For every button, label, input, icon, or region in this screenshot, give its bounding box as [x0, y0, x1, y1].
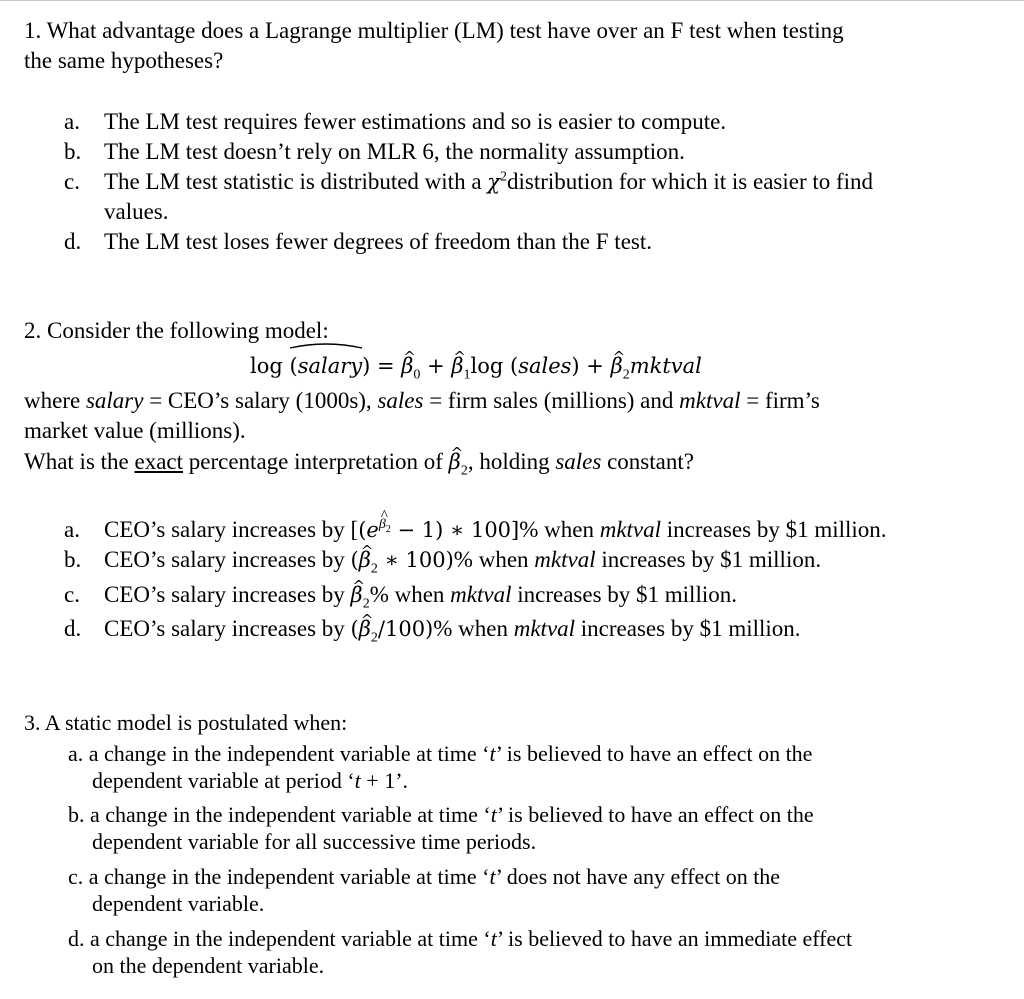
underlined-exact: exact: [134, 449, 184, 474]
subscript: 2: [370, 630, 378, 646]
math-e: e: [366, 518, 379, 542]
text-segment: = firm sales (millions) and: [423, 388, 680, 413]
top-border: [0, 0, 1024, 1]
text-segment: distribution for which it is easier to find: [507, 169, 874, 194]
chi-symbol: χ: [487, 170, 501, 194]
math-mktval: mktval: [629, 354, 702, 378]
paren: (: [503, 354, 519, 378]
plus: +: [579, 354, 611, 378]
var-mktval: mktval: [679, 388, 741, 413]
q2-stem: 2. Consider the following model:: [24, 318, 329, 343]
text-segment: CEO’s salary increases by: [104, 616, 351, 641]
q1-option-c-line2: values.: [104, 199, 169, 224]
beta-hat: ^ β: [451, 351, 463, 381]
var-t: t: [490, 926, 497, 951]
math-log: log: [470, 354, 504, 378]
text-segment: + 1’.: [360, 768, 409, 793]
q1-stem-line1: 1. What advantage does a Lagrange multiplier (LM) test have over an F test when testing: [24, 18, 844, 43]
text-segment: increases by $1 million.: [661, 517, 887, 542]
option-label: a.: [64, 517, 80, 542]
option-text: The LM test requires fewer estimations and so is easier to compute.: [104, 109, 727, 134]
superscript: β2: [378, 517, 391, 536]
subscript: 1: [463, 367, 471, 383]
text-segment: The LM test statistic is distributed with a: [104, 169, 488, 194]
var-mktval: mktval: [534, 547, 596, 572]
text-segment: % when: [453, 547, 535, 572]
math-salary: salary: [297, 354, 363, 378]
paren: ): [362, 354, 371, 378]
q3-option-a-line2: [92, 766, 408, 796]
math-sales: sales: [518, 354, 572, 378]
q2-where-line2: market value (millions).: [24, 418, 246, 443]
q3-option-a-line1: [68, 739, 812, 769]
superscript: 2: [500, 169, 508, 185]
text-segment: CEO’s salary increases by [: [104, 517, 359, 542]
subscript: 2: [385, 524, 391, 536]
q3-option-d-line1: [68, 924, 852, 954]
var-mktval: mktval: [450, 582, 512, 607]
text-segment: percentage interpretation of: [183, 449, 449, 474]
option-label: a.: [64, 109, 80, 134]
var-sales: sales: [377, 388, 424, 413]
paren: ): [571, 354, 580, 378]
math-tail: /100): [377, 617, 434, 641]
q3-option-b-line1: [68, 800, 814, 830]
option-label: d.: [64, 229, 82, 254]
text-segment: % when: [433, 616, 514, 641]
beta-hat: ^ β: [401, 351, 413, 381]
q1-stem-line2: the same hypotheses?: [24, 48, 224, 73]
subscript: 2: [362, 596, 370, 612]
q3-option-b-line2: dependent variable for all successive time periods.: [92, 829, 537, 854]
text-segment: ’ does not have any effect on the: [495, 864, 781, 889]
text-segment: % when: [369, 582, 451, 607]
text-segment: ’ is believed to have an effect on the: [495, 741, 813, 766]
q3-stem: 3. A static model is postulated when:: [24, 710, 348, 735]
beta-hat: ^ β: [611, 351, 623, 381]
var-t: t: [489, 864, 496, 889]
option-text: [104, 580, 737, 610]
text-segment: where: [24, 388, 86, 413]
q3-option-d-line2: on the dependent variable.: [92, 953, 325, 978]
text-segment: , holding: [467, 449, 556, 474]
option-text: [104, 515, 887, 545]
text-segment: = firm’s: [740, 388, 820, 413]
option-text: [104, 545, 821, 575]
option-label: c.: [64, 169, 80, 194]
subscript: 2: [460, 463, 468, 479]
math-log: log: [250, 354, 283, 378]
q2-question: [24, 447, 694, 477]
text-segment: increases by $1 million.: [575, 616, 801, 641]
text-segment: = CEO’s salary (1000s),: [143, 388, 378, 413]
text-segment: d. a change in the independent variable at time ‘: [68, 926, 491, 951]
var-t: t: [354, 768, 361, 793]
text-segment: What is the: [24, 449, 135, 474]
beta-hat: ^ β: [449, 447, 461, 477]
option-text: [104, 614, 801, 644]
math-tail: ∗ 100): [377, 548, 454, 572]
var-t: t: [490, 802, 497, 827]
subscript: 0: [413, 367, 421, 383]
text-segment: c. a change in the independent variable at time ‘: [68, 864, 490, 889]
q3-option-c-line1: [68, 862, 780, 892]
paren: (: [358, 518, 367, 542]
text-segment: CEO’s salary increases by: [104, 547, 351, 572]
text-segment: b. a change in the independent variable at time ‘: [68, 802, 491, 827]
math-tail: − 1) ∗ 100]: [390, 518, 520, 542]
q2-model-equation: [250, 351, 702, 381]
var-salary: salary: [85, 388, 144, 413]
option-label: b.: [64, 547, 82, 572]
text-segment: increases by $1 million.: [595, 547, 822, 572]
paren: (: [350, 617, 359, 641]
paren: (: [282, 354, 298, 378]
beta-hat: ^ β: [359, 545, 371, 575]
plus: +: [420, 354, 452, 378]
var-t: t: [489, 741, 496, 766]
text-segment: ’ is believed to have an effect on the: [496, 802, 814, 827]
text-segment: dependent variable at period ‘: [92, 768, 355, 793]
paren: (: [350, 548, 359, 572]
option-text: [104, 167, 873, 197]
text-segment: CEO’s salary increases by: [104, 582, 351, 607]
option-text: The LM test doesn’t rely on MLR 6, the normality assumption.: [104, 139, 685, 164]
subscript: 2: [622, 367, 630, 383]
text-segment: % when: [519, 517, 600, 542]
option-label: c.: [64, 582, 80, 607]
equals: =: [370, 354, 402, 378]
text-segment: increases by $1 million.: [511, 582, 737, 607]
q2-where-line1: [24, 386, 820, 416]
beta-hat: ^ β: [351, 580, 363, 610]
option-label: b.: [64, 139, 82, 164]
text-segment: a. a change in the independent variable at time ‘: [68, 741, 490, 766]
subscript: 2: [370, 561, 378, 577]
var-mktval: mktval: [599, 517, 662, 542]
beta-hat: ^ β: [359, 614, 371, 644]
tie-mark: [288, 342, 364, 350]
q3-option-c-line2: dependent variable.: [92, 891, 265, 916]
var-mktval: mktval: [513, 616, 576, 641]
text-segment: ’ is believed to have an immediate effect: [496, 926, 853, 951]
text-segment: constant?: [601, 449, 694, 474]
option-text: The LM test loses fewer degrees of freedom than the F test.: [104, 229, 652, 254]
option-label: d.: [64, 616, 82, 641]
var-sales: sales: [555, 449, 602, 474]
